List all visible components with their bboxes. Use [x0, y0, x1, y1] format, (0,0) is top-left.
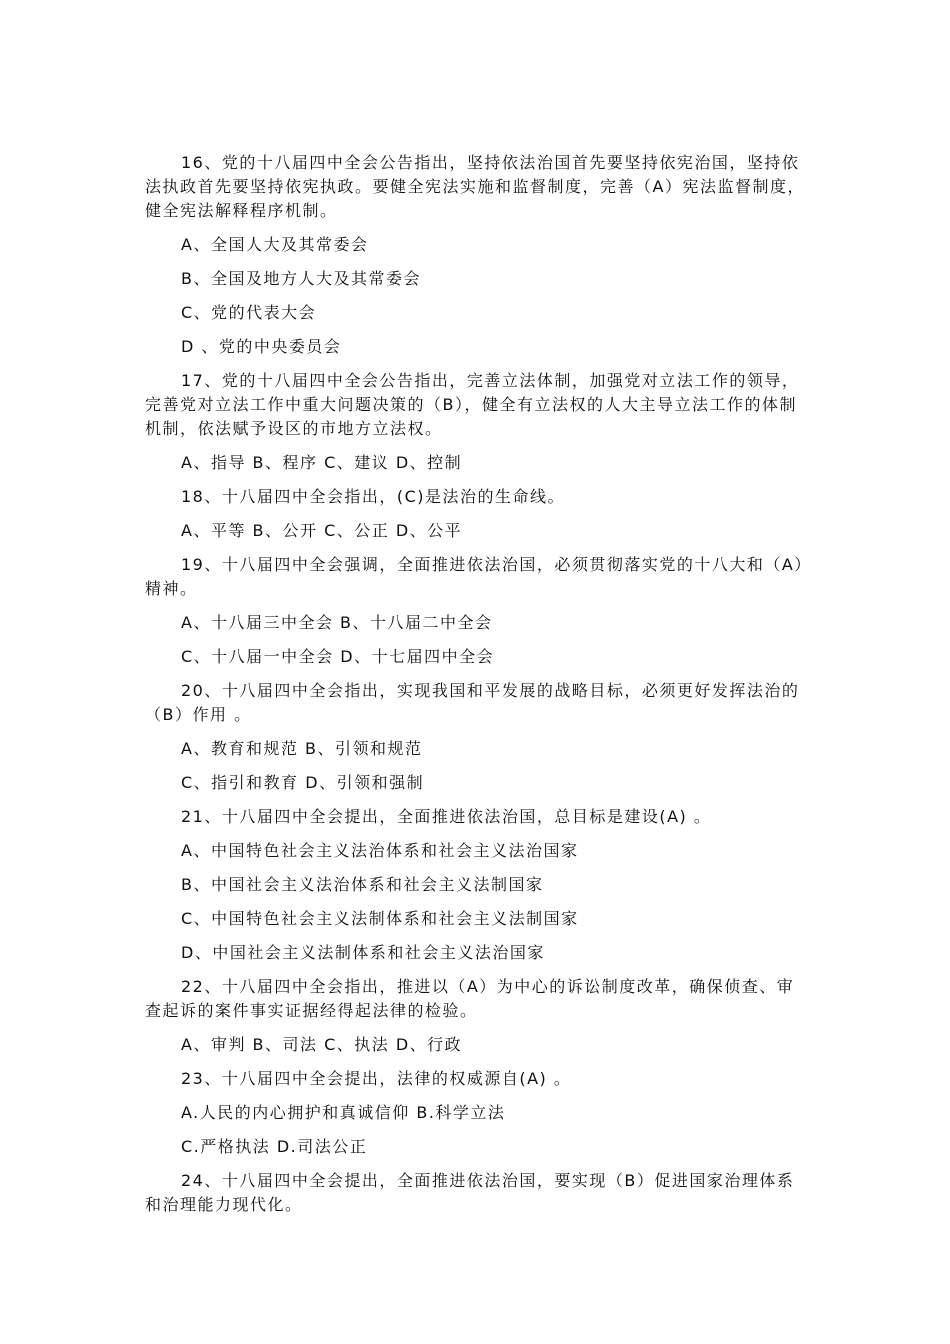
question-21-option-d: D、中国社会主义法制体系和社会主义法治国家 — [181, 943, 545, 962]
question-16-option-b: B、全国及地方人大及其常委会 — [181, 269, 421, 288]
question-23-options-cd: C.严格执法 D.司法公正 — [181, 1137, 368, 1156]
question-24: 24、十八届四中全会提出，全面推进依法治国，要实现（B）促进国家治理体系和治理能力现代化。 — [145, 1171, 795, 1214]
question-23: 23、十八届四中全会提出，法律的权威源自(A) 。 — [181, 1069, 572, 1088]
question-22-options: A、审判 B、司法 C、执法 D、行政 — [181, 1035, 463, 1054]
question-18-options: A、平等 B、公开 C、公正 D、公平 — [181, 521, 463, 540]
question-16-option-d: D 、党的中央委员会 — [181, 337, 342, 356]
question-18: 18、十八届四中全会指出，(C)是法治的生命线。 — [181, 487, 566, 506]
question-17: 17、党的十八届四中全会公告指出，完善立法体制，加强党对立法工作的领导，完善党对立法工作中重大问题决策的（B），健全有立法权的人大主导立法工作的体制机制，依法赋予设区的市地方立法权。 — [145, 371, 800, 438]
document-body — [145, 151, 809, 1217]
question-21-option-c: C、中国特色社会主义法制体系和社会主义法制国家 — [181, 909, 579, 928]
question-19-options-ab: A、十八届三中全会 B、十八届二中全会 — [181, 613, 493, 632]
question-19: 19、十八届四中全会强调，全面推进依法治国，必须贯彻落实党的十八大和（A）精神。 — [145, 555, 804, 598]
question-23-options-ab: A.人民的内心拥护和真诚信仰 B.科学立法 — [181, 1103, 506, 1122]
question-16-option-c: C、党的代表大会 — [181, 303, 317, 322]
question-21-option-a: A、中国特色社会主义法治体系和社会主义法治国家 — [181, 841, 579, 860]
question-20: 20、十八届四中全会指出，实现我国和平发展的战略目标，必须更好发挥法治的（B）作用 。 — [145, 681, 800, 724]
question-21-option-b: B、中国社会主义法治体系和社会主义法制国家 — [181, 875, 544, 894]
question-16-option-a: A、全国人大及其常委会 — [181, 235, 369, 254]
question-20-options-cd: C、指引和教育 D、引领和强制 — [181, 773, 425, 792]
question-17-options: A、指导 B、程序 C、建议 D、控制 — [181, 453, 463, 472]
question-22: 22、十八届四中全会指出，推进以（A）为中心的诉讼制度改革，确保侦查、审查起诉的案件事实证据经得起法律的检验。 — [145, 977, 795, 1020]
question-20-options-ab: A、教育和规范 B、引领和规范 — [181, 739, 423, 758]
question-19-options-cd: C、十八届一中全会 D、十七届四中全会 — [181, 647, 495, 666]
question-16: 16、党的十八届四中全会公告指出，坚持依法治国首先要坚持依宪治国，坚持依法执政首先要坚持依宪执政。要健全宪法实施和监督制度，完善（A）宪法监督制度，健全宪法解释程序机制。 — [145, 153, 805, 220]
question-21: 21、十八届四中全会提出，全面推进依法治国，总目标是建设(A) 。 — [181, 807, 712, 826]
